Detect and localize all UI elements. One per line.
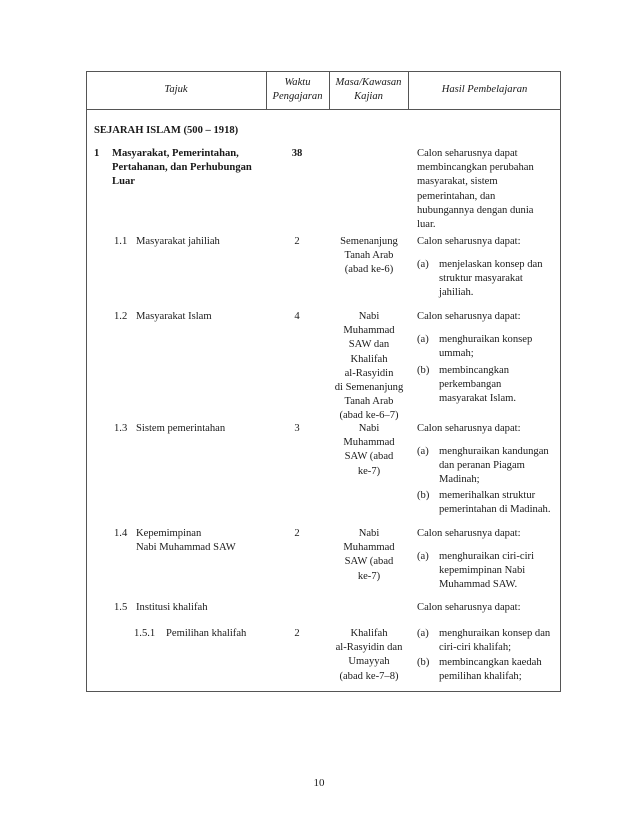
- subtopic-title: Sistem pemerintahan: [136, 423, 226, 434]
- place-line: Muhammad: [343, 437, 395, 449]
- place-line: Semenanjung: [340, 236, 398, 247]
- item-line: ummah;: [439, 348, 474, 360]
- subtopic-place: [329, 627, 409, 684]
- subtopic-title-line: Kepemimpinan: [136, 528, 202, 539]
- outcome-item: [417, 627, 561, 655]
- item-line: menghuraikan konsep: [439, 334, 533, 345]
- item-line: struktur masyarakat: [439, 273, 523, 285]
- item-line: Muhammad SAW.: [439, 579, 518, 591]
- item-line: jahiliah.: [439, 287, 474, 299]
- header-waktu: [266, 71, 329, 109]
- header-divider: [86, 109, 561, 110]
- subtopic-title: Masyarakat Islam: [136, 311, 212, 322]
- subtopic-place: [329, 310, 409, 424]
- outcome-line: hubungannya dengan dunia: [417, 204, 534, 216]
- item-line: membincangkan kaedah: [439, 657, 542, 668]
- topic-title: [112, 147, 262, 190]
- place-line: Khalifah: [350, 628, 388, 639]
- outcome-intro: Calon seharusnya dapat:: [417, 602, 521, 613]
- place-line: Muhammad: [343, 542, 395, 554]
- header-tajuk: [86, 71, 266, 109]
- outcome-item: [417, 550, 561, 593]
- outcome-item: [417, 445, 561, 488]
- place-line: (abad ke-7–8): [339, 670, 399, 682]
- subtopic-title: Institusi khalifah: [136, 602, 208, 613]
- topic-title-line: Pertahanan, dan Perhubungan: [112, 162, 252, 174]
- subtopic-code: 1.3: [114, 423, 128, 434]
- section-title: SEJARAH ISLAM (500 – 1918): [94, 125, 239, 136]
- outcome-item: [417, 258, 561, 301]
- subtopic-code: 1.1: [114, 236, 128, 247]
- item-marker: (b): [417, 365, 430, 376]
- item-marker: (a): [417, 628, 429, 639]
- topic-number: 1: [94, 148, 100, 159]
- place-line: ke-7): [357, 570, 381, 582]
- subtopic-title: [136, 527, 236, 555]
- outcome-line: masyarakat, sistem: [417, 176, 498, 188]
- header-hasil: [408, 71, 561, 109]
- item-line: kepemimpinan Nabi: [439, 565, 526, 577]
- subtopic-hours: 2: [294, 236, 300, 247]
- outcome-line: pemerintahan, dan: [417, 190, 496, 202]
- item-line: menjelaskan konsep dan: [439, 259, 543, 270]
- place-line: Muhammad: [343, 325, 395, 337]
- item-marker: (a): [417, 551, 429, 562]
- place-line: al-Rasyidin: [344, 367, 394, 379]
- place-line: Umayyah: [348, 656, 390, 668]
- item-marker: (a): [417, 259, 429, 270]
- place-line: ke-7): [357, 465, 381, 477]
- place-line: Khalifah: [350, 353, 388, 365]
- place-line: (abad ke-6): [344, 264, 394, 276]
- topic-hours: 38: [291, 148, 303, 159]
- item-marker: (b): [417, 657, 430, 668]
- item-line: ciri-ciri khalifah;: [439, 642, 512, 654]
- item-marker: (a): [417, 446, 429, 457]
- page-number: 10: [313, 777, 325, 789]
- topic-outcome: [417, 147, 561, 232]
- subtopic-place: [329, 527, 409, 584]
- subtopic-title: Pemilihan khalifah: [166, 628, 247, 639]
- subtopic-hours: 4: [294, 311, 300, 322]
- header-masa-label: Masa/Kawasan: [335, 76, 402, 88]
- place-line: Nabi: [358, 311, 380, 322]
- place-line: di Semenanjung: [334, 382, 404, 394]
- place-line: (abad ke-6–7): [339, 410, 399, 422]
- item-line: memerihalkan struktur: [439, 490, 536, 501]
- place-line: Tanah Arab: [344, 396, 394, 408]
- item-line: membincangkan: [439, 365, 510, 376]
- subtopic-place: [329, 235, 409, 278]
- topic-title-line: Masyarakat, Pemerintahan,: [112, 148, 239, 159]
- item-marker: (b): [417, 490, 430, 501]
- item-marker: (a): [417, 334, 429, 345]
- outcome-item: [417, 489, 561, 517]
- place-line: Tanah Arab: [344, 250, 394, 262]
- header-tajuk-label: Tajuk: [164, 83, 188, 95]
- item-line: menghuraikan kandungan: [439, 446, 549, 457]
- outcome-intro: Calon seharusnya dapat:: [417, 423, 521, 434]
- header-hasil-label: Hasil Pembelajaran: [441, 83, 528, 95]
- subtopic-place: [329, 422, 409, 479]
- header-masa-label: Kajian: [354, 91, 383, 102]
- place-line: SAW dan: [348, 339, 390, 351]
- outcome-item: [417, 333, 561, 361]
- place-line: Nabi: [358, 528, 380, 539]
- outcome-line: Calon seharusnya dapat: [417, 148, 518, 159]
- outcome-intro: Calon seharusnya dapat:: [417, 311, 521, 322]
- item-line: masyarakat Islam.: [439, 393, 517, 405]
- header-masa: [329, 71, 408, 109]
- outcome-line: luar.: [417, 219, 436, 231]
- place-line: Nabi: [358, 423, 380, 434]
- subtopic-code: 1.2: [114, 311, 128, 322]
- subtopic-title-line: Nabi Muhammad SAW: [136, 542, 236, 554]
- place-line: al-Rasyidin dan: [335, 642, 403, 654]
- subtopic-code: 1.5: [114, 602, 128, 613]
- item-line: menghuraikan ciri-ciri: [439, 551, 535, 562]
- item-line: menghuraikan konsep dan: [439, 628, 551, 639]
- item-line: pemerintahan di Madinah.: [439, 504, 551, 516]
- subtopic-code: 1.5.1: [134, 628, 156, 639]
- outcome-item: [417, 656, 561, 684]
- outcome-line: membincangkan perubahan: [417, 162, 534, 174]
- outcome-intro: Calon seharusnya dapat:: [417, 236, 521, 247]
- subtopic-hours: 2: [294, 628, 300, 639]
- item-line: Madinah;: [439, 474, 480, 486]
- item-line: perkembangan: [439, 379, 502, 391]
- subtopic-hours: 2: [294, 528, 300, 539]
- subtopic-title: Masyarakat jahiliah: [136, 236, 220, 247]
- item-line: pemilihan khalifah;: [439, 671, 522, 683]
- item-line: dan peranan Piagam: [439, 460, 525, 472]
- outcome-item: [417, 364, 561, 407]
- outcome-intro: Calon seharusnya dapat:: [417, 528, 521, 539]
- subtopic-hours: 3: [294, 423, 300, 434]
- place-line: SAW (abad: [344, 556, 394, 568]
- subtopic-code: 1.4: [114, 528, 128, 539]
- header-waktu-label: Pengajaran: [272, 91, 323, 102]
- place-line: SAW (abad: [344, 451, 394, 463]
- header-waktu-label: Waktu: [284, 76, 311, 88]
- topic-title-line: Luar: [112, 176, 135, 188]
